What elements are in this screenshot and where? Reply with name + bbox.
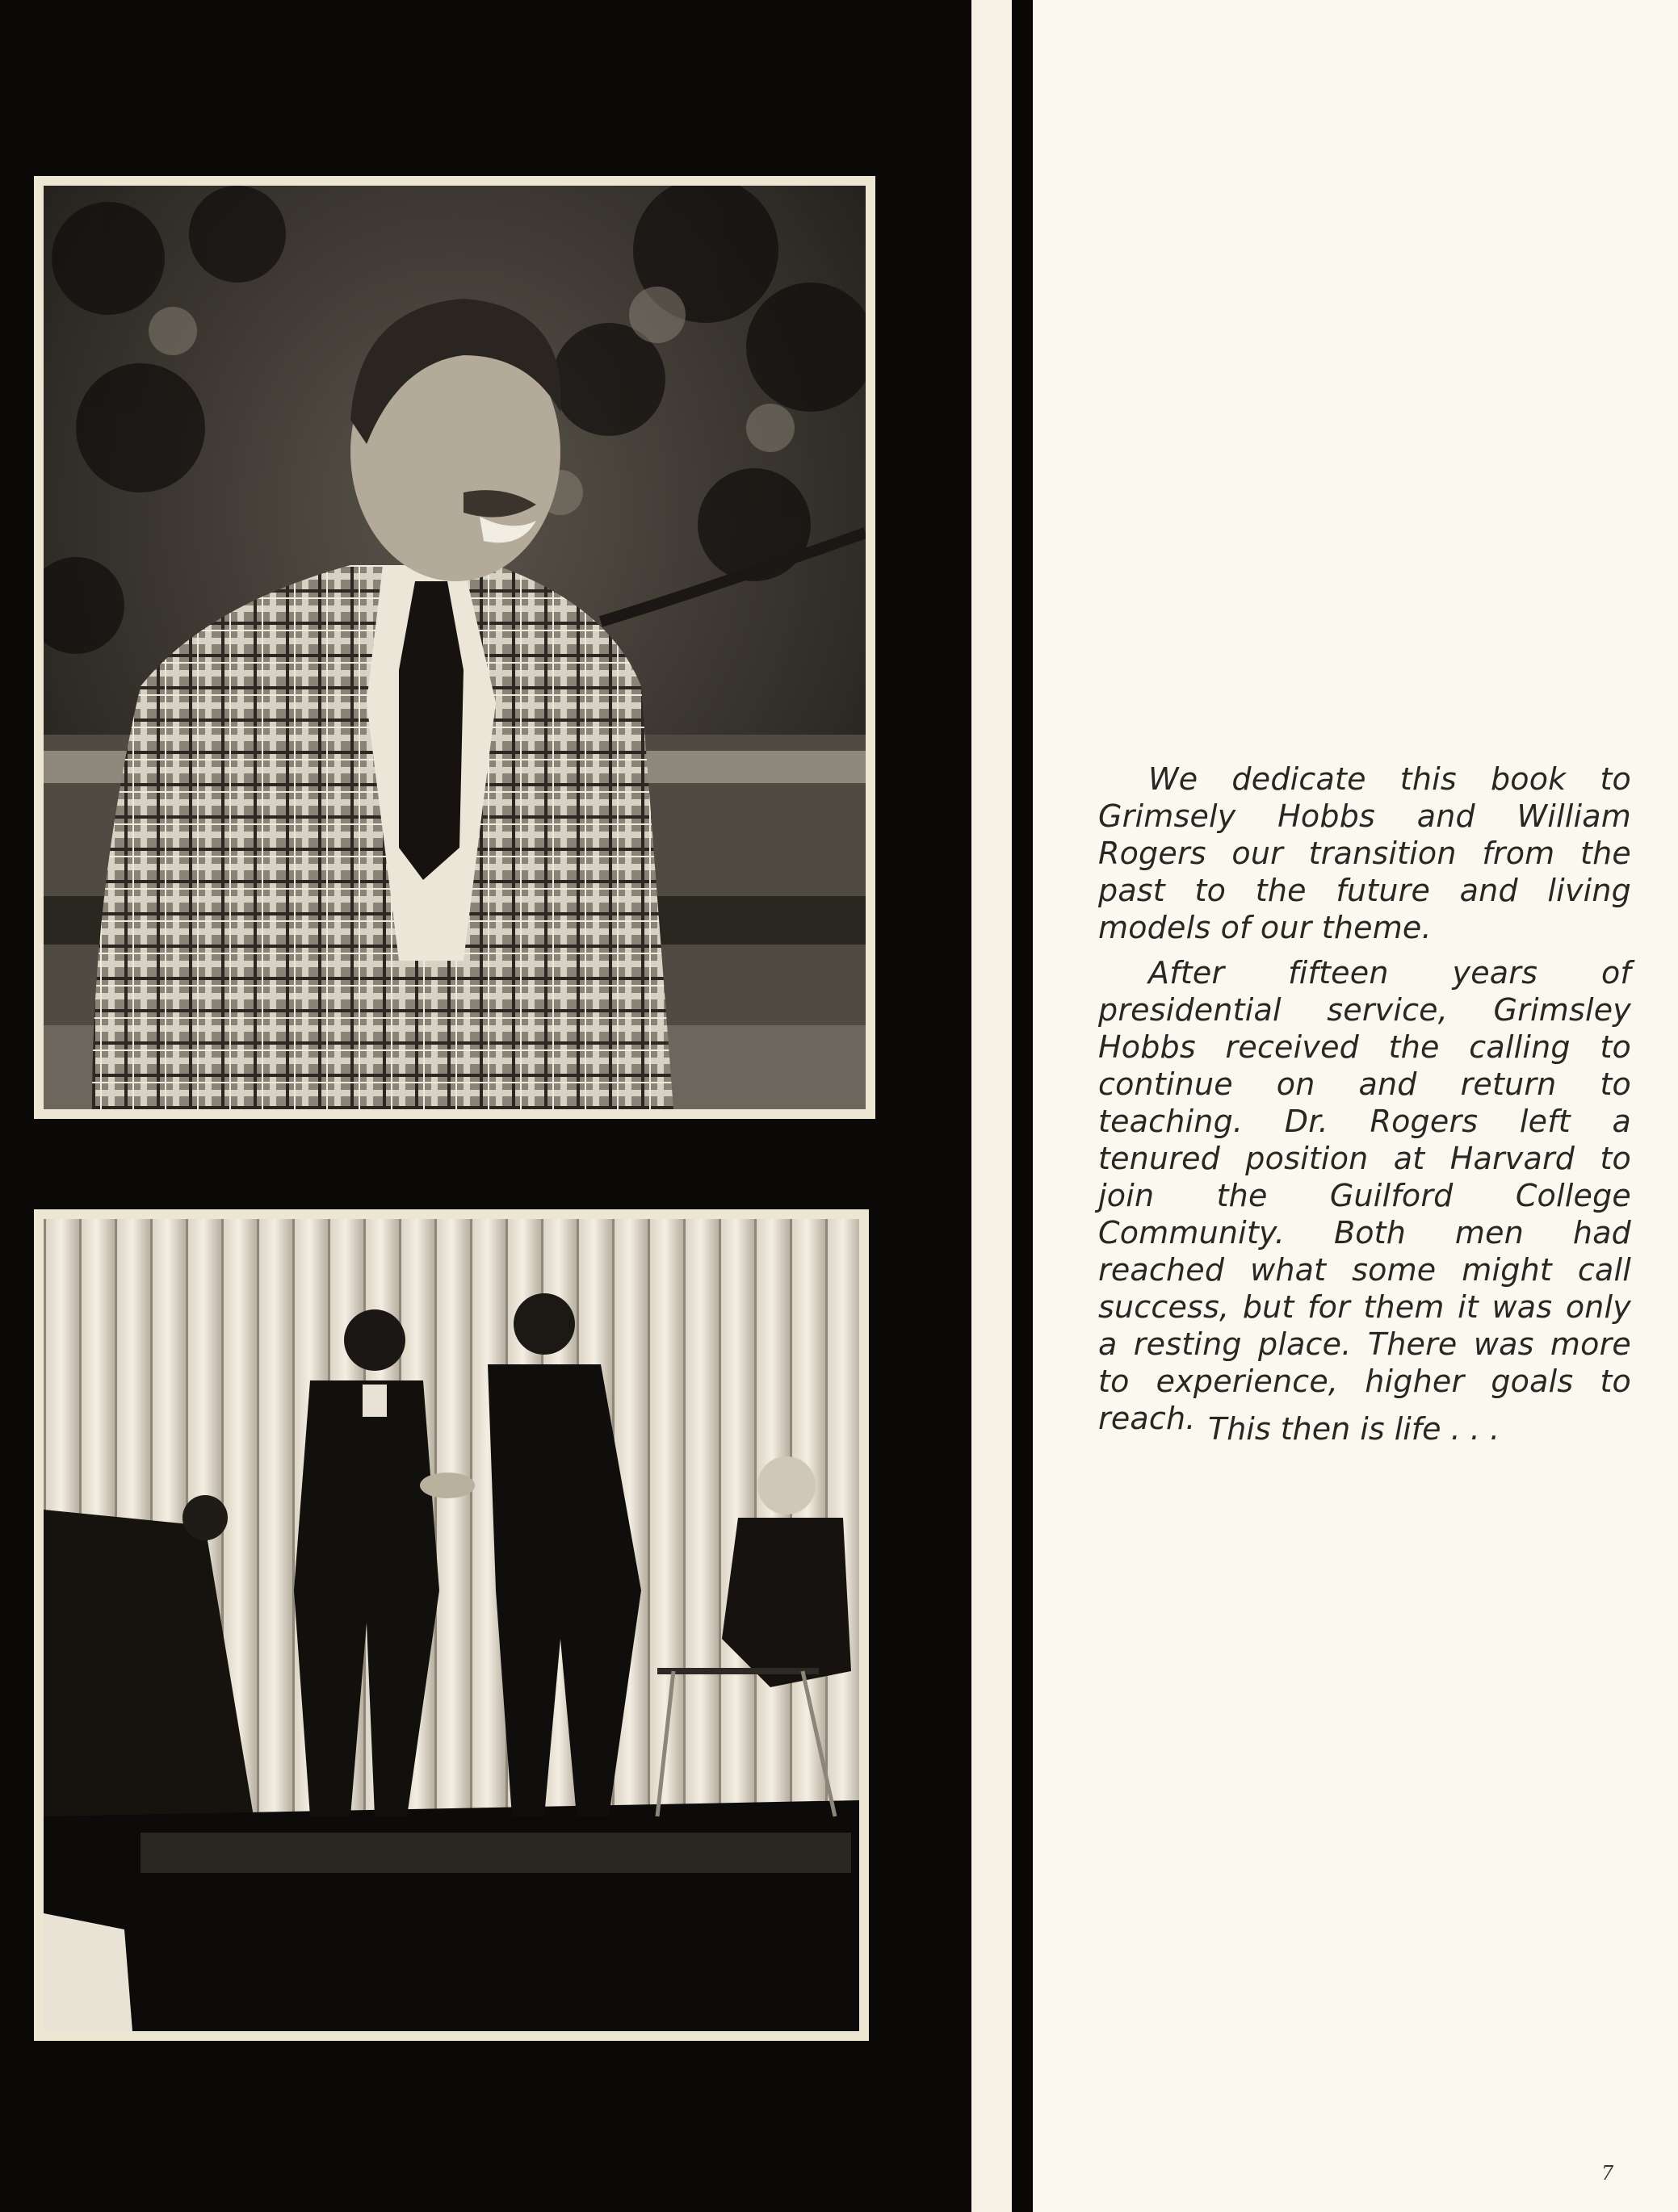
page-gutter-light [971,0,1012,2212]
dedication-paragraph-1: We dedicate this book to Grimsely Hobbs and William Rogers our transition from the past to the future and living models of our theme. [1098,761,1631,945]
page-number: 7 [1601,2162,1614,2185]
page-gutter-dark [1012,0,1033,2212]
closing-line: This then is life . . . [1208,1411,1500,1447]
ceremony-photo [34,1209,869,2041]
dedication-paragraph-2: After fifteen years of presidential service, Grimsley Hobbs received the calling to continue on and return to teaching. Dr. Rogers left a tenured position at Harvard to join the Guilford College Community. Both men had reached what some might call success, but for them it was only a resting place. There was more to experience, higher goals to reach. [1098,955,1631,1436]
ceremony-photo-image [44,1219,859,2031]
portrait-photo [34,176,875,1119]
portrait-photo-image [44,186,866,1109]
dedication-text [1098,760,1631,1445]
